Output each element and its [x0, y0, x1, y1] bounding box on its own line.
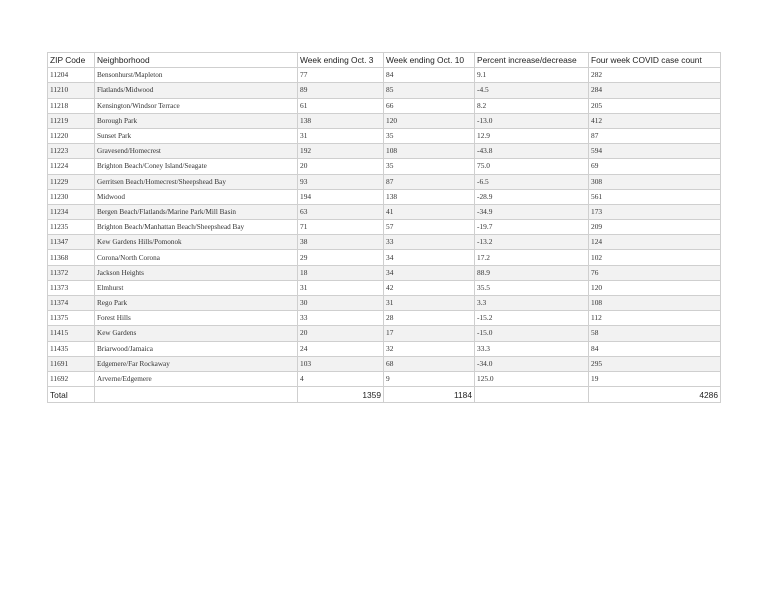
week-oct-3-cell[interactable]: 38	[298, 235, 384, 250]
neighborhood-cell[interactable]: Elmhurst	[95, 280, 298, 295]
covid-case-table	[47, 52, 721, 403]
table-row	[48, 235, 721, 250]
week-oct-3-cell[interactable]: 194	[298, 189, 384, 204]
four-week-count-cell[interactable]: 108	[589, 296, 721, 311]
percent-change-cell[interactable]: -43.8	[475, 144, 589, 159]
percent-change-cell[interactable]: -6.5	[475, 174, 589, 189]
neighborhood-cell[interactable]: Arverne/Edgemere	[95, 371, 298, 386]
week-oct-3-cell[interactable]: 31	[298, 128, 384, 143]
four-week-count-cell[interactable]: 124	[589, 235, 721, 250]
header-four-week-count[interactable]: Four week COVID case count	[589, 53, 721, 68]
percent-change-cell[interactable]: 35.5	[475, 280, 589, 295]
week-oct-3-cell[interactable]: 63	[298, 204, 384, 219]
table-body	[48, 68, 721, 387]
percent-change-cell[interactable]: -34.0	[475, 356, 589, 371]
percent-change-cell[interactable]: -19.7	[475, 220, 589, 235]
table-header	[48, 53, 721, 68]
header-week-oct-3[interactable]: Week ending Oct. 3	[298, 53, 384, 68]
table-row	[48, 98, 721, 113]
four-week-count-cell[interactable]: 19	[589, 371, 721, 386]
four-week-count-cell[interactable]: 205	[589, 98, 721, 113]
week-oct-3-cell[interactable]: 61	[298, 98, 384, 113]
neighborhood-cell[interactable]: Corona/North Corona	[95, 250, 298, 265]
four-week-count-cell[interactable]: 284	[589, 83, 721, 98]
header-percent-change[interactable]: Percent increase/decrease	[475, 53, 589, 68]
zip-code-cell[interactable]: 11374	[48, 296, 95, 311]
neighborhood-cell[interactable]: Midwood	[95, 189, 298, 204]
percent-change-cell[interactable]: 125.0	[475, 371, 589, 386]
week-oct-3-cell[interactable]: 29	[298, 250, 384, 265]
zip-code-cell[interactable]: 11219	[48, 113, 95, 128]
neighborhood-cell[interactable]: Jackson Heights	[95, 265, 298, 280]
four-week-count-cell[interactable]: 295	[589, 356, 721, 371]
week-oct-10-cell[interactable]: 17	[384, 326, 475, 341]
four-week-count-cell[interactable]: 120	[589, 280, 721, 295]
four-week-count-cell[interactable]: 209	[589, 220, 721, 235]
week-oct-3-cell[interactable]: 18	[298, 265, 384, 280]
table-row	[48, 159, 721, 174]
zip-code-cell[interactable]: 11220	[48, 128, 95, 143]
percent-change-cell[interactable]: -28.9	[475, 189, 589, 204]
zip-code-cell[interactable]: 11204	[48, 68, 95, 83]
neighborhood-cell[interactable]: Edgemere/Far Rockaway	[95, 356, 298, 371]
zip-code-cell[interactable]: 11691	[48, 356, 95, 371]
week-oct-10-cell[interactable]: 35	[384, 128, 475, 143]
total-four-week[interactable]: 4286	[589, 387, 721, 403]
table-row	[48, 174, 721, 189]
table-row	[48, 204, 721, 219]
week-oct-3-cell[interactable]: 93	[298, 174, 384, 189]
week-oct-10-cell[interactable]: 33	[384, 235, 475, 250]
zip-code-cell[interactable]: 11235	[48, 220, 95, 235]
table-row	[48, 341, 721, 356]
week-oct-3-cell[interactable]: 4	[298, 371, 384, 386]
four-week-count-cell[interactable]: 69	[589, 159, 721, 174]
week-oct-10-cell[interactable]: 31	[384, 296, 475, 311]
week-oct-10-cell[interactable]: 108	[384, 144, 475, 159]
week-oct-3-cell[interactable]: 30	[298, 296, 384, 311]
week-oct-3-cell[interactable]: 33	[298, 311, 384, 326]
percent-change-cell[interactable]: 3.3	[475, 296, 589, 311]
table-row	[48, 311, 721, 326]
zip-code-cell[interactable]: 11218	[48, 98, 95, 113]
week-oct-10-cell[interactable]: 34	[384, 265, 475, 280]
week-oct-10-cell[interactable]: 120	[384, 113, 475, 128]
week-oct-10-cell[interactable]: 68	[384, 356, 475, 371]
week-oct-10-cell[interactable]: 34	[384, 250, 475, 265]
total-week-oct-10[interactable]: 1184	[384, 387, 475, 403]
neighborhood-cell[interactable]: Briarwood/Jamaica	[95, 341, 298, 356]
week-oct-10-cell[interactable]: 138	[384, 189, 475, 204]
neighborhood-cell[interactable]: Gravesend/Homecrest	[95, 144, 298, 159]
neighborhood-cell[interactable]: Forest Hills	[95, 311, 298, 326]
neighborhood-cell[interactable]: Kew Gardens Hills/Pomonok	[95, 235, 298, 250]
four-week-count-cell[interactable]: 412	[589, 113, 721, 128]
week-oct-10-cell[interactable]: 42	[384, 280, 475, 295]
four-week-count-cell[interactable]: 561	[589, 189, 721, 204]
zip-code-cell[interactable]: 11210	[48, 83, 95, 98]
neighborhood-cell[interactable]: Rego Park	[95, 296, 298, 311]
percent-change-cell[interactable]: -34.9	[475, 204, 589, 219]
week-oct-10-cell[interactable]: 28	[384, 311, 475, 326]
table-row	[48, 371, 721, 386]
four-week-count-cell[interactable]: 102	[589, 250, 721, 265]
percent-change-cell[interactable]: 88.9	[475, 265, 589, 280]
table-row	[48, 326, 721, 341]
neighborhood-cell[interactable]: Bensonhurst/Mapleton	[95, 68, 298, 83]
table-row	[48, 220, 721, 235]
week-oct-3-cell[interactable]: 103	[298, 356, 384, 371]
table-row	[48, 113, 721, 128]
zip-code-cell[interactable]: 11375	[48, 311, 95, 326]
neighborhood-cell[interactable]: Flatlands/Midwood	[95, 83, 298, 98]
week-oct-10-cell[interactable]: 35	[384, 159, 475, 174]
table-row	[48, 83, 721, 98]
neighborhood-cell[interactable]: Kensington/Windsor Terrace	[95, 98, 298, 113]
header-row	[48, 53, 721, 68]
total-week-oct-3[interactable]: 1359	[298, 387, 384, 403]
zip-code-cell[interactable]: 11229	[48, 174, 95, 189]
neighborhood-cell[interactable]: Bergen Beach/Flatlands/Marine Park/Mill Basin	[95, 204, 298, 219]
week-oct-3-cell[interactable]: 89	[298, 83, 384, 98]
percent-change-cell[interactable]: -15.2	[475, 311, 589, 326]
four-week-count-cell[interactable]: 308	[589, 174, 721, 189]
table-row	[48, 356, 721, 371]
table-row	[48, 144, 721, 159]
zip-code-cell[interactable]: 11347	[48, 235, 95, 250]
zip-code-cell[interactable]: 11368	[48, 250, 95, 265]
total-label[interactable]: Total	[48, 387, 95, 403]
week-oct-3-cell[interactable]: 31	[298, 280, 384, 295]
table-row	[48, 280, 721, 295]
table-row	[48, 189, 721, 204]
week-oct-10-cell[interactable]: 85	[384, 83, 475, 98]
percent-change-cell[interactable]: 33.3	[475, 341, 589, 356]
four-week-count-cell[interactable]: 112	[589, 311, 721, 326]
percent-change-cell[interactable]: -13.0	[475, 113, 589, 128]
zip-code-cell[interactable]: 11223	[48, 144, 95, 159]
week-oct-10-cell[interactable]: 57	[384, 220, 475, 235]
week-oct-10-cell[interactable]: 66	[384, 98, 475, 113]
percent-change-cell[interactable]: 9.1	[475, 68, 589, 83]
four-week-count-cell[interactable]: 87	[589, 128, 721, 143]
week-oct-3-cell[interactable]: 192	[298, 144, 384, 159]
zip-code-cell[interactable]: 11224	[48, 159, 95, 174]
table-footer	[48, 387, 721, 403]
neighborhood-cell[interactable]: Gerritsen Beach/Homecrest/Sheepshead Bay	[95, 174, 298, 189]
table-row	[48, 128, 721, 143]
total-row	[48, 387, 721, 403]
four-week-count-cell[interactable]: 173	[589, 204, 721, 219]
header-neighborhood[interactable]: Neighborhood	[95, 53, 298, 68]
zip-code-cell[interactable]: 11372	[48, 265, 95, 280]
percent-change-cell[interactable]: -4.5	[475, 83, 589, 98]
four-week-count-cell[interactable]: 84	[589, 341, 721, 356]
percent-change-cell[interactable]: 17.2	[475, 250, 589, 265]
percent-change-cell[interactable]: 75.0	[475, 159, 589, 174]
four-week-count-cell[interactable]: 76	[589, 265, 721, 280]
week-oct-10-cell[interactable]: 32	[384, 341, 475, 356]
week-oct-10-cell[interactable]: 9	[384, 371, 475, 386]
percent-change-cell[interactable]: 8.2	[475, 98, 589, 113]
neighborhood-cell[interactable]: Brighton Beach/Coney Island/Seagate	[95, 159, 298, 174]
week-oct-3-cell[interactable]: 24	[298, 341, 384, 356]
zip-code-cell[interactable]: 11230	[48, 189, 95, 204]
table-row	[48, 265, 721, 280]
week-oct-10-cell[interactable]: 84	[384, 68, 475, 83]
total-percent-cell[interactable]	[475, 387, 589, 403]
four-week-count-cell[interactable]: 58	[589, 326, 721, 341]
week-oct-3-cell[interactable]: 138	[298, 113, 384, 128]
four-week-count-cell[interactable]: 282	[589, 68, 721, 83]
neighborhood-cell[interactable]: Brighton Beach/Manhattan Beach/Sheepshead Bay	[95, 220, 298, 235]
percent-change-cell[interactable]: -15.0	[475, 326, 589, 341]
table-row	[48, 68, 721, 83]
week-oct-10-cell[interactable]: 41	[384, 204, 475, 219]
table-row	[48, 296, 721, 311]
neighborhood-cell[interactable]: Kew Gardens	[95, 326, 298, 341]
four-week-count-cell[interactable]: 594	[589, 144, 721, 159]
zip-code-cell[interactable]: 11692	[48, 371, 95, 386]
neighborhood-cell[interactable]: Sunset Park	[95, 128, 298, 143]
week-oct-10-cell[interactable]: 87	[384, 174, 475, 189]
percent-change-cell[interactable]: -13.2	[475, 235, 589, 250]
zip-code-cell[interactable]: 11373	[48, 280, 95, 295]
zip-code-cell[interactable]: 11415	[48, 326, 95, 341]
total-neighborhood-cell[interactable]	[95, 387, 298, 403]
week-oct-3-cell[interactable]: 20	[298, 326, 384, 341]
zip-code-cell[interactable]: 11435	[48, 341, 95, 356]
week-oct-3-cell[interactable]: 71	[298, 220, 384, 235]
week-oct-3-cell[interactable]: 77	[298, 68, 384, 83]
spreadsheet-page	[47, 52, 720, 403]
week-oct-3-cell[interactable]: 20	[298, 159, 384, 174]
table-row	[48, 250, 721, 265]
zip-code-cell[interactable]: 11234	[48, 204, 95, 219]
header-week-oct-10[interactable]: Week ending Oct. 10	[384, 53, 475, 68]
neighborhood-cell[interactable]: Borough Park	[95, 113, 298, 128]
percent-change-cell[interactable]: 12.9	[475, 128, 589, 143]
header-zip-code[interactable]: ZIP Code	[48, 53, 95, 68]
